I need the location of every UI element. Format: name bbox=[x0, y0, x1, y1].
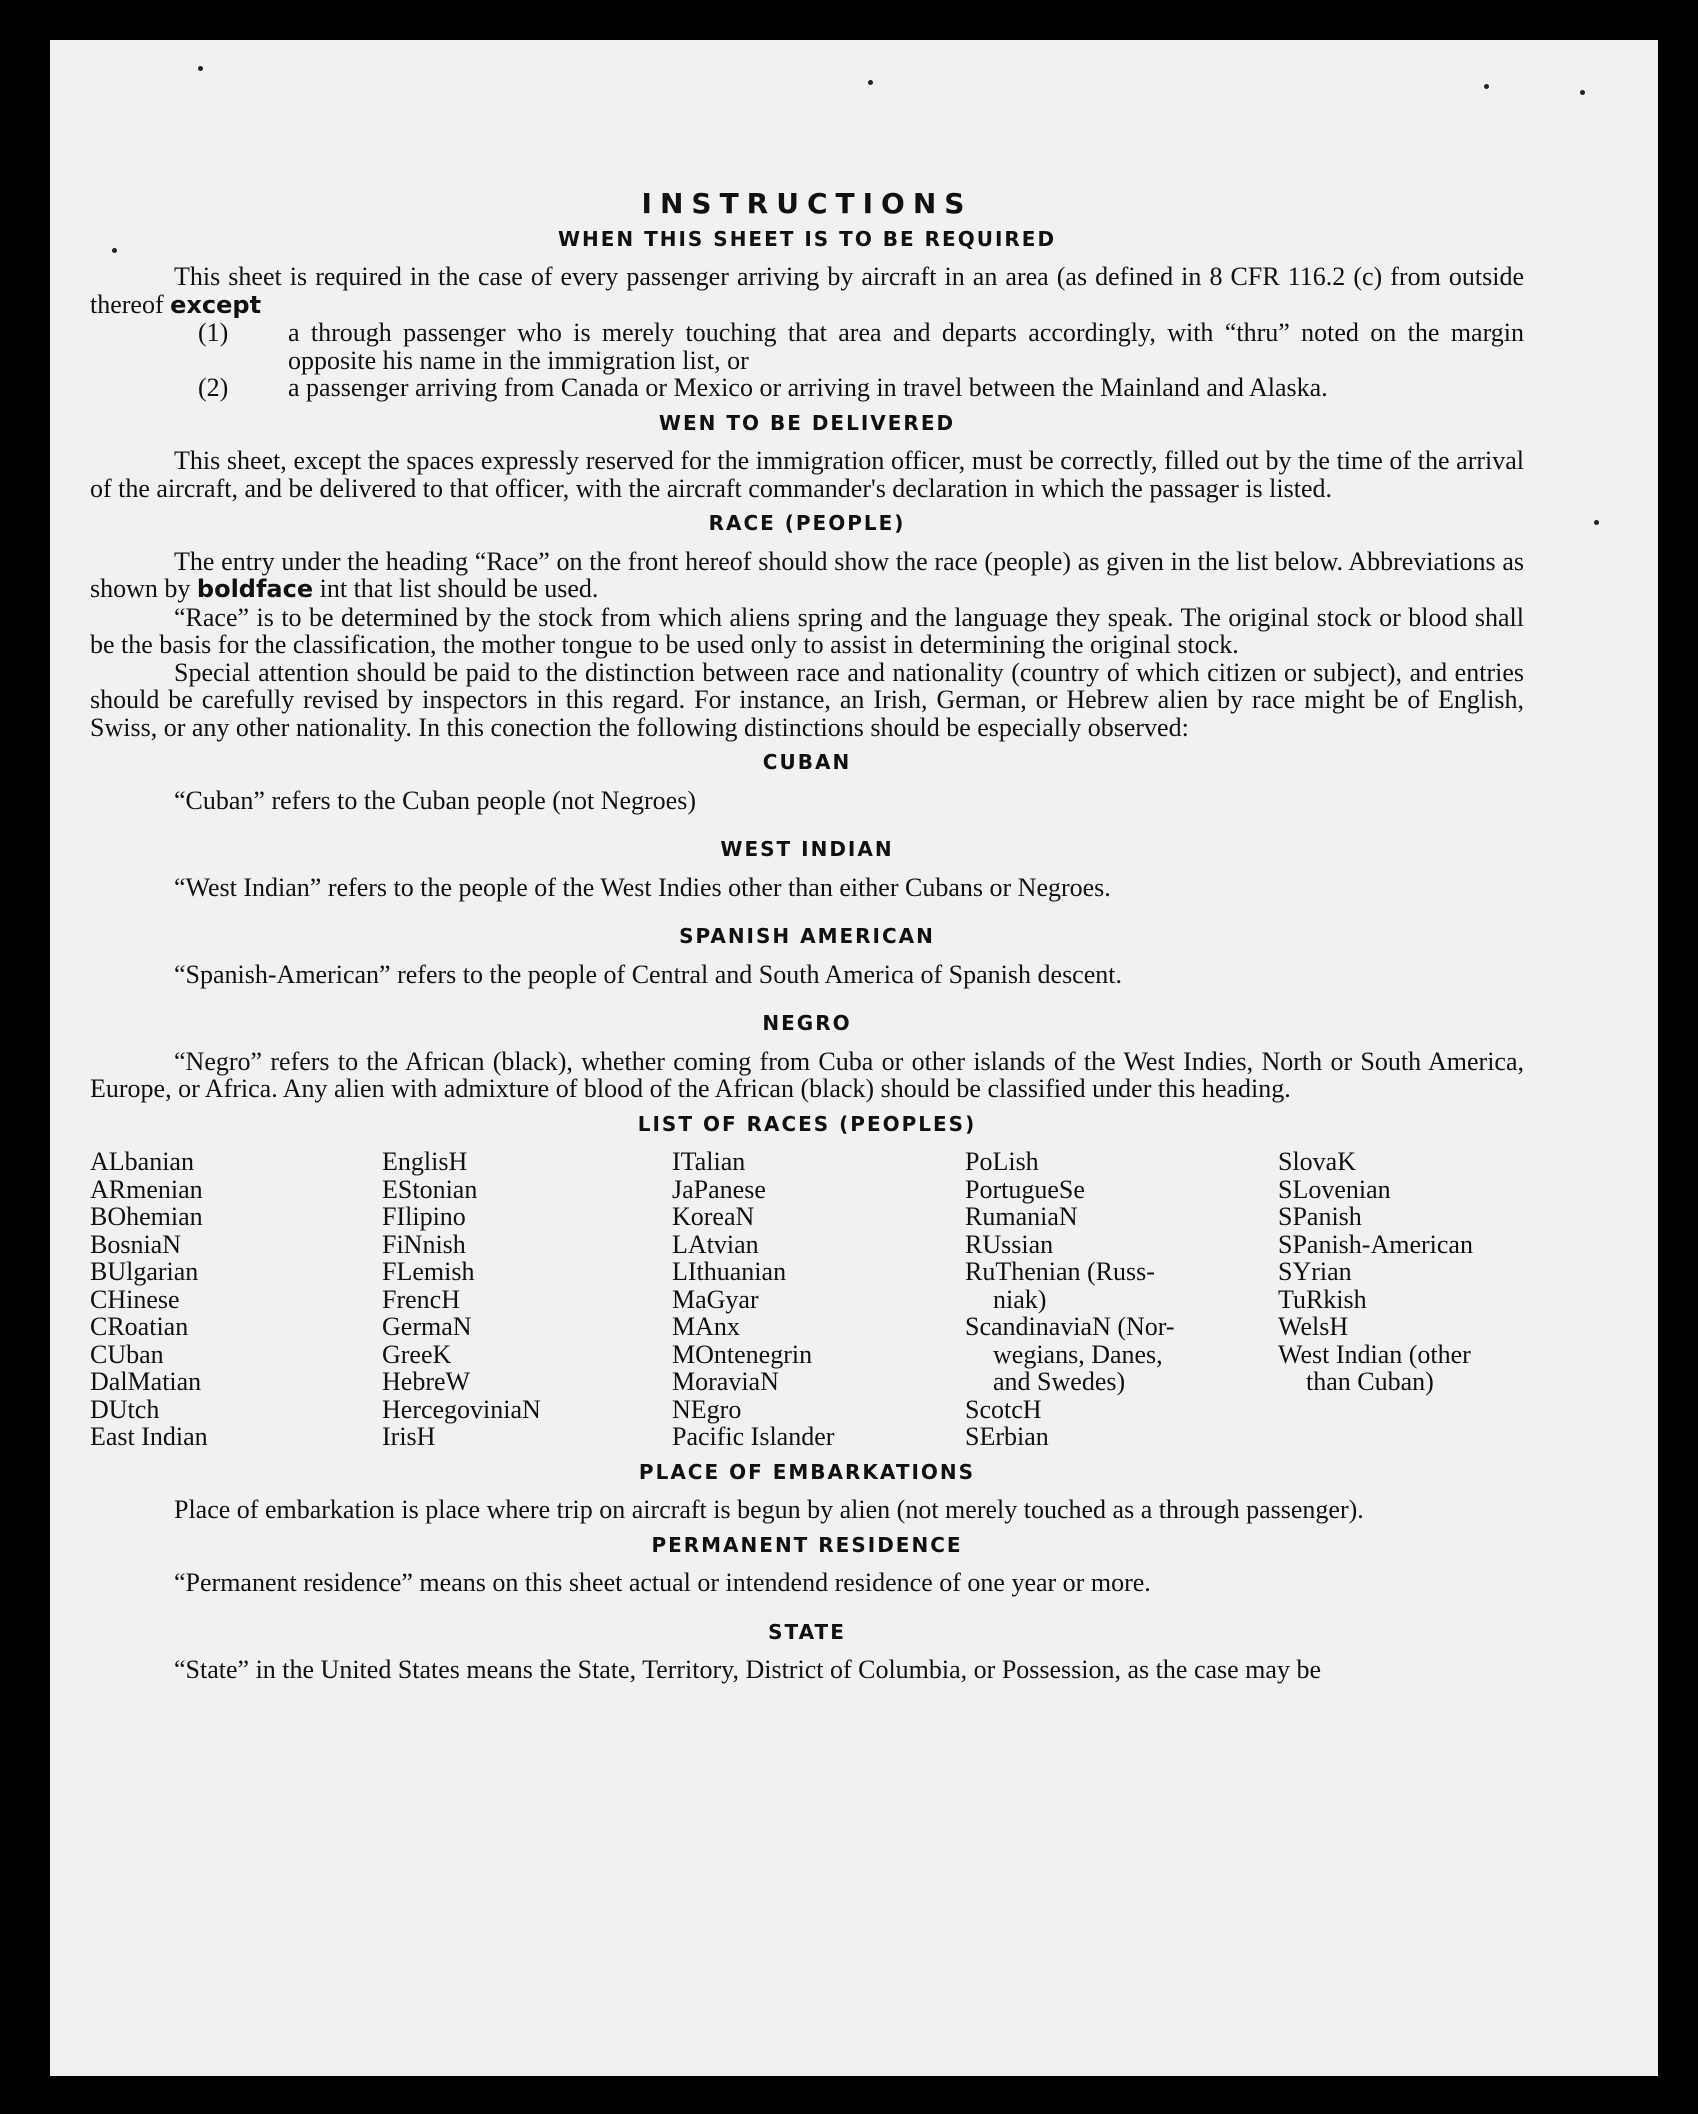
race-entry: SYrian bbox=[1278, 1257, 1352, 1286]
section-title-race: RACE (PEOPLE) bbox=[708, 511, 906, 535]
exception-item-1 bbox=[90, 319, 1524, 374]
race-entry: DalMatian bbox=[90, 1367, 202, 1396]
except-keyword: except bbox=[170, 290, 262, 319]
races-column-1 bbox=[90, 1148, 382, 1451]
race-entry: MOntenegrin bbox=[672, 1339, 813, 1369]
race-entry: DUtch bbox=[90, 1394, 160, 1424]
race-entry: CRoatian bbox=[90, 1312, 189, 1341]
race-entry-continued: niak) bbox=[993, 1284, 1047, 1314]
race-entry-continued: wegians, Danes, bbox=[993, 1339, 1163, 1369]
race-entry: MAnx bbox=[672, 1312, 740, 1341]
state-text: “State” in the United States means the State, Territory, District of Columbia, or Possession, as the case may be bbox=[174, 1655, 1321, 1684]
race-entry: RUssian bbox=[965, 1229, 1054, 1259]
race-entry: FIlipino bbox=[382, 1202, 466, 1231]
section-title-embarkation: PLACE OF EMBARKATIONS bbox=[638, 1459, 976, 1484]
race-entry: GreeK bbox=[382, 1339, 452, 1369]
speck bbox=[1594, 520, 1599, 525]
race-entry: CHinese bbox=[90, 1284, 180, 1314]
section-title-west-indian: WEST INDIAN bbox=[720, 837, 894, 861]
race-entry: GermaN bbox=[382, 1312, 472, 1341]
item-text: a through passenger who is merely touching that area and departs accordingly, with “thru” noted on the margin opposite his name in the immigration list, or bbox=[288, 318, 1524, 375]
race-entry: SPanish bbox=[1278, 1202, 1362, 1231]
race-entry: ARmenian bbox=[90, 1174, 203, 1204]
race-entry: FiNnish bbox=[382, 1229, 466, 1259]
race-entry: LIthuanian bbox=[672, 1257, 787, 1286]
race-p1-after: int that list should be used. bbox=[313, 574, 599, 603]
races-column-2 bbox=[382, 1148, 672, 1451]
race-entry: SlovaK bbox=[1278, 1147, 1356, 1176]
race-entry: SLovenian bbox=[1278, 1174, 1391, 1204]
boldface-keyword: boldface bbox=[196, 575, 314, 603]
race-entry: ScotcH bbox=[965, 1394, 1042, 1424]
race-entry-continued: than Cuban) bbox=[1306, 1367, 1434, 1396]
race-entry: NEgro bbox=[672, 1394, 742, 1424]
race-entry: EStonian bbox=[382, 1174, 478, 1204]
race-entry: KoreaN bbox=[672, 1202, 755, 1231]
speck bbox=[1580, 90, 1585, 95]
delivered-text: This sheet, except the spaces expressly reserved for the immigration officer, must be correctly, filled out by the time of the arrival of the aircraft, and be delivered to that officer, with the aircraft commander's declaration in which the passager is listed. bbox=[90, 446, 1524, 503]
race-entry: FLemish bbox=[382, 1257, 475, 1286]
item-number: (1) bbox=[198, 318, 229, 347]
race-entry-continued: and Swedes) bbox=[993, 1367, 1126, 1396]
race-entry: MaGyar bbox=[672, 1284, 759, 1314]
race-entry: East Indian bbox=[90, 1422, 208, 1451]
section-title-permanent-residence: PERMANENT RESIDENCE bbox=[651, 1532, 963, 1557]
permanent-residence-text: “Permanent residence” means on this sheet actual or intendend residence of one year or more. bbox=[174, 1568, 1151, 1597]
cuban-text: “Cuban” refers to the Cuban people (not Negroes) bbox=[174, 785, 696, 815]
race-p1-before: The entry under the heading “Race” on the front hereof should show the race (people) as given in the list below. Abbreviations as shown by bbox=[90, 546, 1524, 603]
race-entry: RumaniaN bbox=[965, 1202, 1078, 1231]
race-entry: JaPanese bbox=[672, 1174, 766, 1204]
negro-text: “Negro” refers to the African (black), whether coming from Cuba or other islands of the West Indies, North or South America, Europe, or Africa. Any alien with admixture of blood of the African (black) should be classified under this heading. bbox=[90, 1046, 1524, 1103]
race-entry: West Indian (other bbox=[1278, 1339, 1471, 1369]
race-entry: IrisH bbox=[382, 1422, 436, 1451]
race-entry: TuRkish bbox=[1278, 1284, 1367, 1314]
section-title-list-of-races: LIST OF RACES (PEOPLES) bbox=[637, 1111, 977, 1136]
race-entry: SErbian bbox=[965, 1422, 1049, 1451]
speck bbox=[198, 66, 203, 71]
instructions-body bbox=[90, 187, 1524, 1684]
section-title-when-required: WHEN THIS SHEET IS TO BE REQUIRED bbox=[557, 226, 1057, 251]
speck bbox=[868, 80, 873, 85]
west-indian-text: “West Indian” refers to the people of the West Indies other than either Cubans or Negroes. bbox=[174, 872, 1111, 902]
exception-item-2 bbox=[90, 374, 1524, 402]
races-list bbox=[90, 1148, 1540, 1451]
race-entry: LAtvian bbox=[672, 1229, 759, 1259]
section-title-negro: NEGRO bbox=[762, 1011, 852, 1035]
spanish-american-text: “Spanish-American” refers to the people of Central and South America of Spanish descent. bbox=[174, 959, 1122, 989]
race-entry: PoLish bbox=[965, 1147, 1039, 1176]
race-paragraph-1 bbox=[90, 548, 1524, 604]
item-text: a passenger arriving from Canada or Mexico or arriving in travel between the Mainland and Alaska. bbox=[288, 373, 1328, 402]
section-title-state: STATE bbox=[768, 1619, 846, 1644]
race-entry: PortugueSe bbox=[965, 1174, 1085, 1204]
races-column-4 bbox=[965, 1148, 1278, 1451]
race-paragraph-2: “Race” is to be determined by the stock from which aliens spring and the language they speak. The original stock or blood shall be the basis for the classification, the mother tongue to be used only to assist in determining the original stock. bbox=[90, 602, 1524, 659]
race-entry: BOhemian bbox=[90, 1202, 203, 1231]
race-entry: MoraviaN bbox=[672, 1367, 779, 1396]
race-entry: BUlgarian bbox=[90, 1257, 199, 1286]
race-entry: EnglisH bbox=[382, 1147, 468, 1176]
race-paragraph-3: Special attention should be paid to the distinction between race and nationality (country of which citizen or subject), and entries should be carefully revised by inspectors in this regard. For instance, an Irish, German, or Hebrew alien by race might be of English, Swiss, or any other nationality. In this conection the following distinctions should be especially observed: bbox=[90, 657, 1524, 742]
when-required-text-main: This sheet is required in the case of every passenger arriving by aircraft in an area (as defined in 8 CFR 116.2 (c) from outside thereof bbox=[90, 262, 1524, 319]
embarkation-text: Place of embarkation is place where trip on aircraft is begun by alien (not merely touched as a through passenger). bbox=[174, 1495, 1364, 1524]
race-entry: FrencH bbox=[382, 1284, 460, 1314]
race-entry: ALbanian bbox=[90, 1147, 194, 1176]
race-entry: HebreW bbox=[382, 1367, 471, 1396]
race-entry: BosniaN bbox=[90, 1229, 181, 1259]
race-entry: RuThenian (Russ- bbox=[965, 1257, 1155, 1286]
page-title: INSTRUCTIONS bbox=[641, 187, 973, 220]
document-page bbox=[50, 40, 1658, 2076]
when-required-text bbox=[90, 263, 1524, 319]
item-number: (2) bbox=[198, 373, 229, 402]
section-title-spanish-american: SPANISH AMERICAN bbox=[679, 924, 935, 948]
race-entry: SPanish-American bbox=[1278, 1229, 1473, 1259]
section-title-delivered: WEN TO BE DELIVERED bbox=[658, 410, 956, 435]
race-entry: ScandinaviaN (Nor- bbox=[965, 1312, 1175, 1341]
races-column-5 bbox=[1278, 1148, 1538, 1451]
race-entry: Pacific Islander bbox=[672, 1422, 835, 1451]
race-entry: HercegoviniaN bbox=[382, 1394, 541, 1424]
speck bbox=[1484, 84, 1489, 89]
race-entry: ITalian bbox=[672, 1147, 746, 1176]
race-entry: WelsH bbox=[1278, 1312, 1349, 1341]
race-entry: CUban bbox=[90, 1339, 164, 1369]
section-title-cuban: CUBAN bbox=[762, 750, 852, 774]
races-column-3 bbox=[672, 1148, 965, 1451]
